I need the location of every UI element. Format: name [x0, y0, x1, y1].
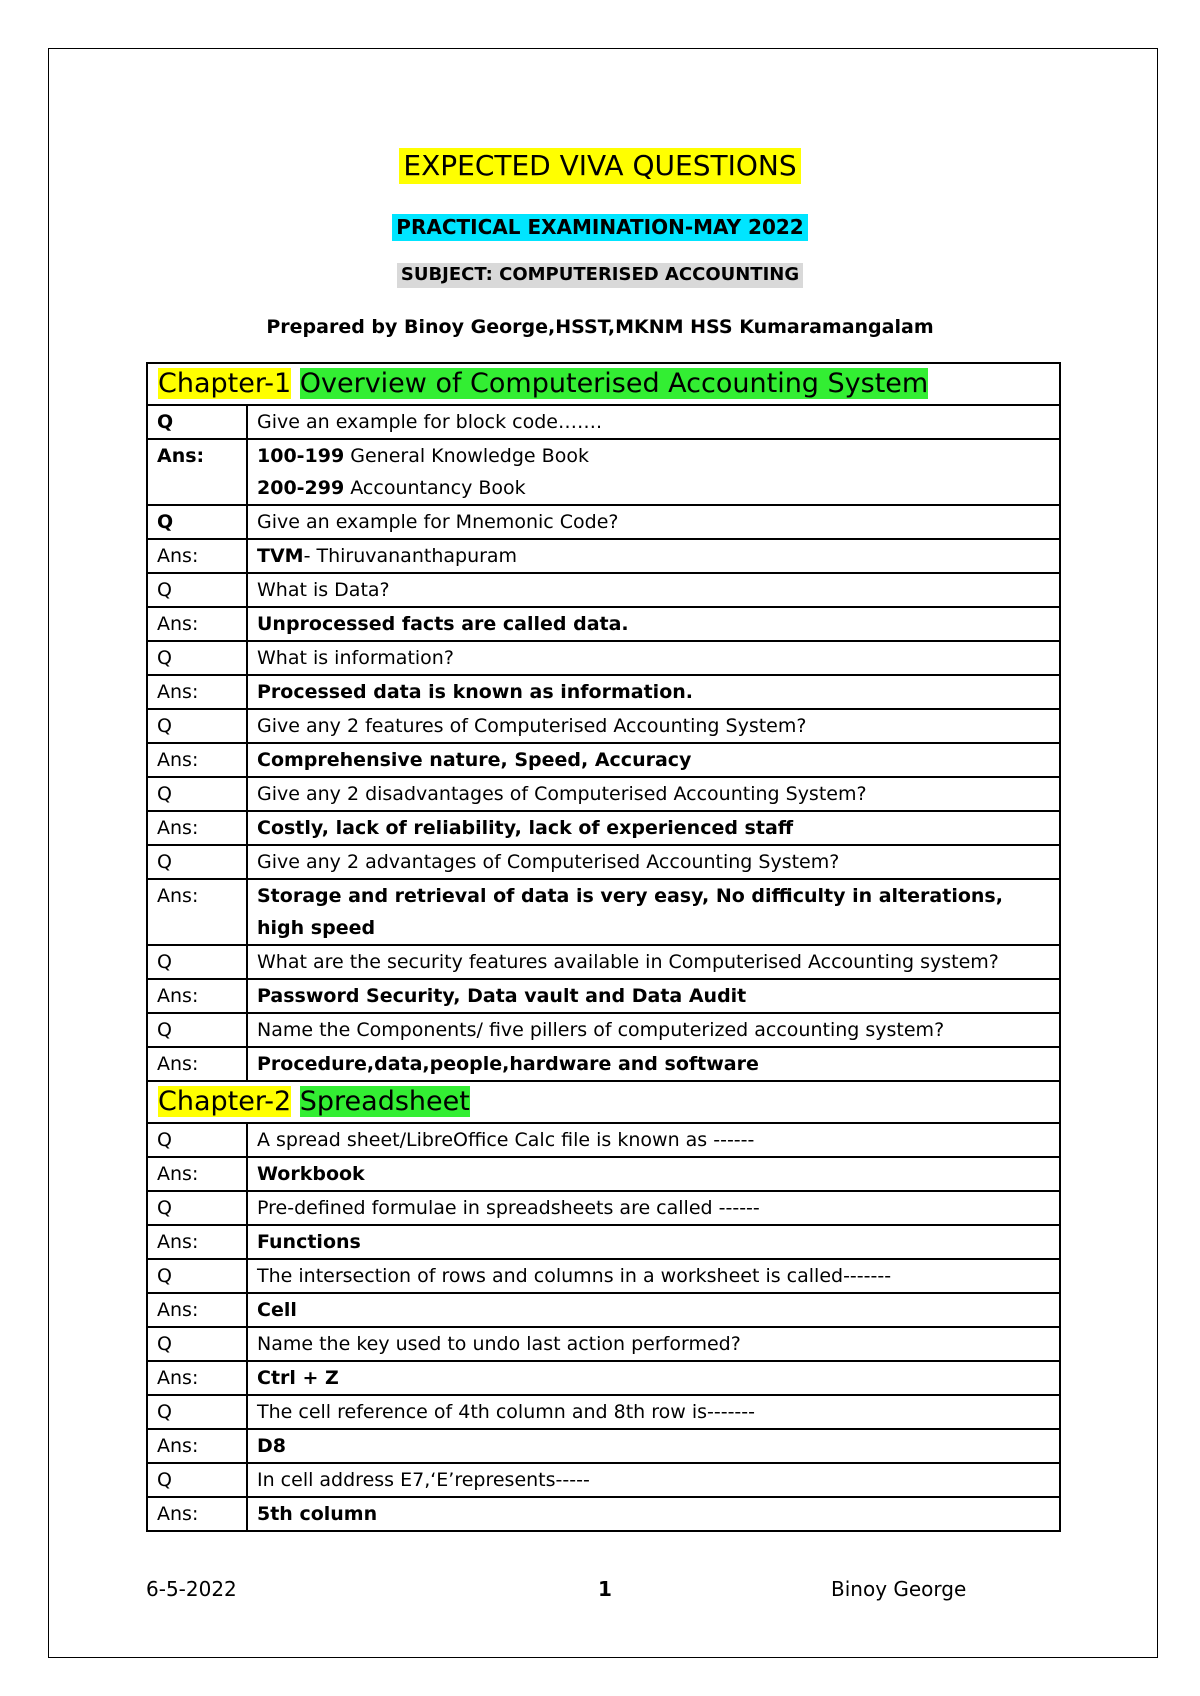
table-row [147, 1293, 1060, 1327]
table-row [147, 879, 1060, 945]
row-text: Workbook [247, 1157, 1060, 1191]
row-label: Ans: [147, 979, 247, 1013]
row-text: Functions [247, 1225, 1060, 1259]
subject-text: SUBJECT: COMPUTERISED ACCOUNTING [397, 263, 803, 288]
row-label: Q [147, 1013, 247, 1047]
row-label: Q [147, 505, 247, 539]
code-desc: Accountancy Book [344, 477, 526, 499]
table-row [147, 1157, 1060, 1191]
row-text: Password Security, Data vault and Data Audit [247, 979, 1060, 1013]
row-label: Ans: [147, 1157, 247, 1191]
row-label: Ans: [147, 1293, 247, 1327]
table-row [147, 1497, 1060, 1531]
row-label: Q [147, 1463, 247, 1497]
table-row [147, 743, 1060, 777]
row-text: Ctrl + Z [247, 1361, 1060, 1395]
row-text: What is Data? [247, 573, 1060, 607]
table-row [147, 1123, 1060, 1157]
row-label: Q [147, 845, 247, 879]
row-text: Give any 2 disadvantages of Computerised Accounting System? [247, 777, 1060, 811]
chapter-1-heading [147, 363, 1060, 405]
table-row [147, 979, 1060, 1013]
row-text: Processed data is known as information. [247, 675, 1060, 709]
row-label: Q [147, 1259, 247, 1293]
table-row [147, 573, 1060, 607]
row-text: The intersection of rows and columns in a worksheet is called------- [247, 1259, 1060, 1293]
row-label: Q [147, 1123, 247, 1157]
table-row [147, 945, 1060, 979]
table-row [147, 1395, 1060, 1429]
chapter-2-title: Spreadsheet [299, 1086, 470, 1117]
row-label: Ans: [147, 1429, 247, 1463]
table-row [147, 1259, 1060, 1293]
row-text: Storage and retrieval of data is very easy, No difficulty in alterations, high speed [247, 879, 1060, 945]
table-row [147, 505, 1060, 539]
row-text: The cell reference of 4th column and 8th row is------- [247, 1395, 1060, 1429]
row-text: 5th column [247, 1497, 1060, 1531]
row-label: Ans: [147, 811, 247, 845]
row-label: Ans: [147, 743, 247, 777]
row-text: A spread sheet/LibreOffice Calc file is known as ------ [247, 1123, 1060, 1157]
prepared-by: Prepared by Binoy George,HSST,MKNM HSS Kumaramangalam [266, 316, 934, 338]
code-range: 200-299 [257, 477, 345, 499]
row-label: Q [147, 1395, 247, 1429]
row-text: What are the security features available in Computerised Accounting system? [247, 945, 1060, 979]
row-text: Costly, lack of reliability, lack of experienced staff [247, 811, 1060, 845]
row-text: Give an example for block code……. [247, 405, 1060, 439]
row-label: Ans: [147, 539, 247, 573]
row-label: Q [147, 777, 247, 811]
row-text [247, 439, 1060, 505]
table-row [147, 1463, 1060, 1497]
table-row [147, 607, 1060, 641]
row-label: Q [147, 641, 247, 675]
code-desc: General Knowledge Book [344, 445, 589, 467]
table-row [147, 1429, 1060, 1463]
document-title [0, 148, 1200, 184]
mnemonic-desc: - Thiruvananthapuram [303, 545, 518, 567]
row-label: Ans: [147, 607, 247, 641]
table-row [147, 405, 1060, 439]
code-range: 100-199 [257, 445, 345, 467]
row-label: Ans: [147, 879, 247, 945]
chapter-2-number: Chapter-2 [158, 1086, 292, 1117]
table-row [147, 1191, 1060, 1225]
footer-date: 6-5-2022 [146, 1577, 237, 1601]
title-text: EXPECTED VIVA QUESTIONS [399, 148, 800, 184]
row-text [247, 539, 1060, 573]
row-text: Give any 2 features of Computerised Accounting System? [247, 709, 1060, 743]
table-row [147, 777, 1060, 811]
table-row [147, 1013, 1060, 1047]
table-row [147, 675, 1060, 709]
row-text: Pre-defined formulae in spreadsheets are called ------ [247, 1191, 1060, 1225]
row-text: Procedure,data,people,hardware and software [247, 1047, 1060, 1081]
table-row [147, 641, 1060, 675]
row-label: Q [147, 945, 247, 979]
chapter-1-number: Chapter-1 [158, 368, 292, 399]
table-row [147, 1327, 1060, 1361]
row-label: Q [147, 709, 247, 743]
row-label: Ans: [147, 1361, 247, 1395]
table-row [147, 1225, 1060, 1259]
mnemonic-code: TVM [257, 545, 304, 567]
answer-line [257, 472, 1050, 504]
chapter-2-heading [147, 1081, 1060, 1123]
row-text: D8 [247, 1429, 1060, 1463]
table-row [147, 811, 1060, 845]
row-text: Cell [247, 1293, 1060, 1327]
exam-text: PRACTICAL EXAMINATION-MAY 2022 [392, 214, 807, 241]
row-text: Unprocessed facts are called data. [247, 607, 1060, 641]
row-label: Q [147, 1191, 247, 1225]
row-label: Q [147, 405, 247, 439]
footer-page-number: 1 [598, 1577, 612, 1601]
table-row [147, 539, 1060, 573]
row-label: Ans: [147, 439, 247, 505]
row-label: Ans: [147, 1497, 247, 1531]
row-label: Q [147, 573, 247, 607]
row-text: Comprehensive nature, Speed, Accuracy [247, 743, 1060, 777]
row-label: Q [147, 1327, 247, 1361]
row-label: Ans: [147, 1047, 247, 1081]
table-row [147, 845, 1060, 879]
chapter-1-title: Overview of Computerised Accounting System [299, 368, 929, 399]
table-row [147, 439, 1060, 505]
viva-questions-table [146, 362, 1061, 1532]
row-text: In cell address E7,‘E’represents----- [247, 1463, 1060, 1497]
row-label: Ans: [147, 1225, 247, 1259]
footer-author: Binoy George [831, 1577, 967, 1601]
table-row [147, 1047, 1060, 1081]
row-label: Ans: [147, 675, 247, 709]
row-text: Give an example for Mnemonic Code? [247, 505, 1060, 539]
row-text: Give any 2 advantages of Computerised Accounting System? [247, 845, 1060, 879]
row-text: Name the Components/ five pillers of computerized accounting system? [247, 1013, 1060, 1047]
row-text: Name the key used to undo last action performed? [247, 1327, 1060, 1361]
answer-line [257, 440, 1050, 472]
subject-heading [0, 263, 1200, 288]
exam-heading [0, 214, 1200, 241]
table-row [147, 709, 1060, 743]
table-row [147, 1361, 1060, 1395]
row-text: What is information? [247, 641, 1060, 675]
